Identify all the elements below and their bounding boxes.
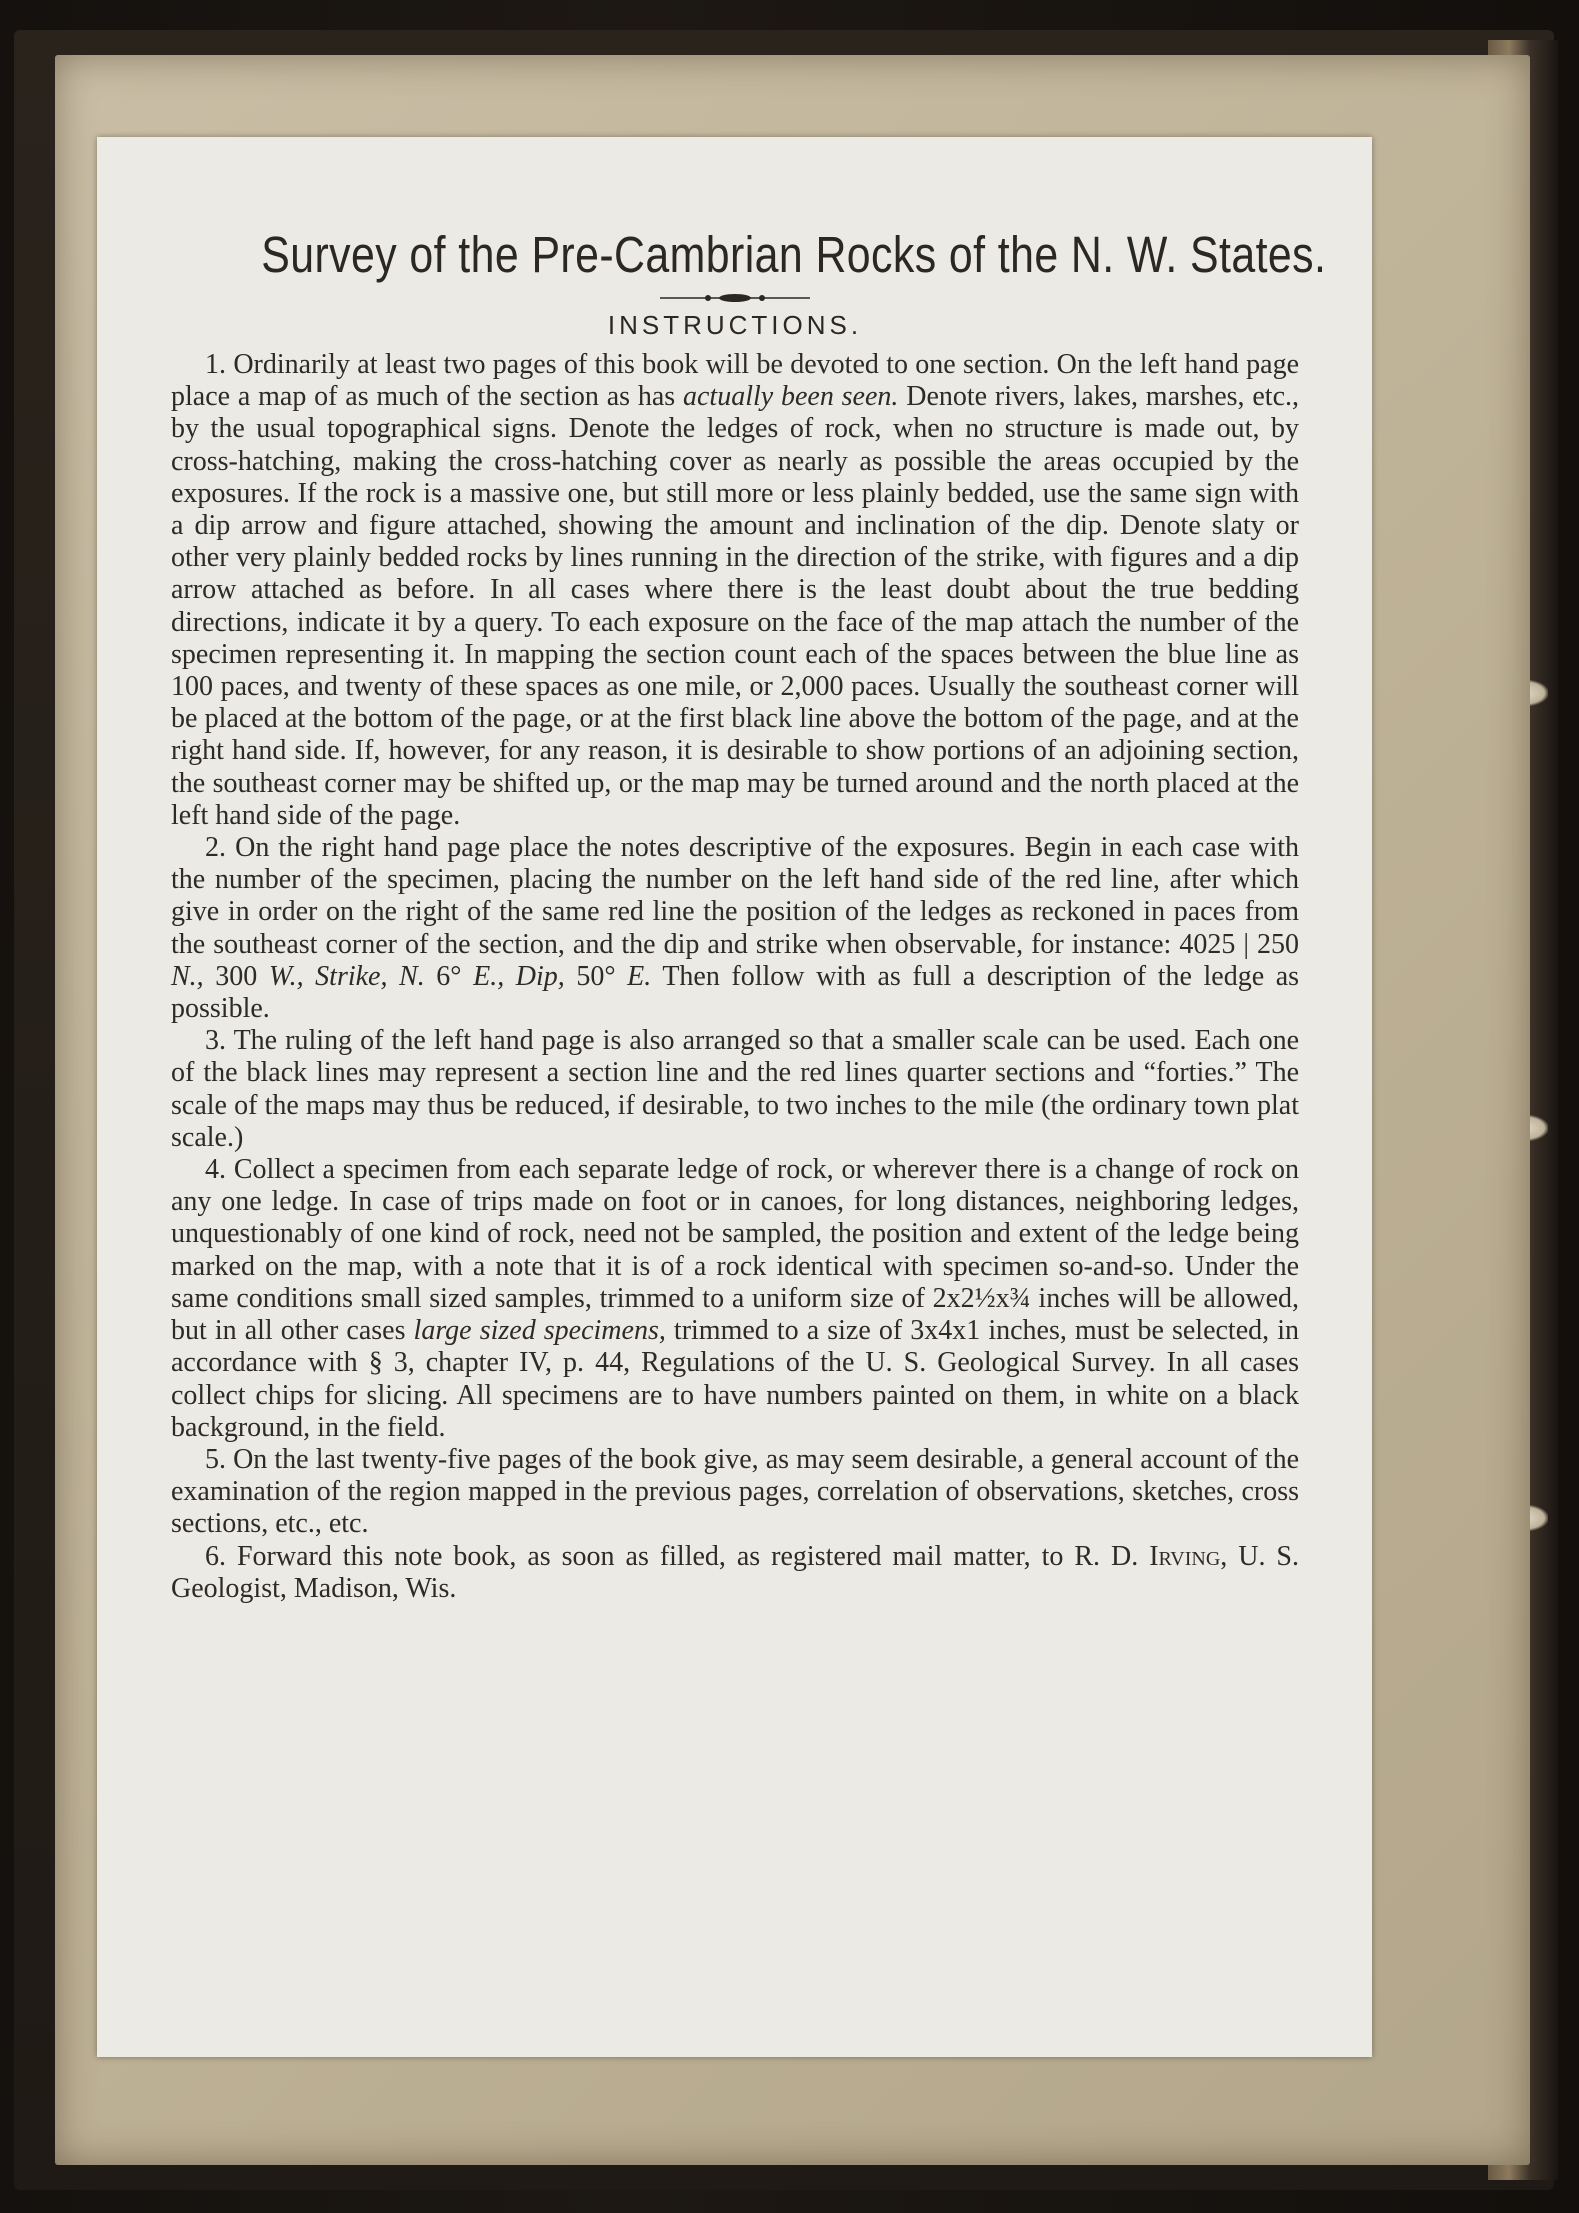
instructions-sheet [97,137,1372,2057]
text-run: 6° [424,960,474,992]
text-run: 3. The ruling of the left hand page is also arranged so that a smaller scale can be used. Each one of the black lines may represent a section line and the red lines quarter sections and “forties.” The scale of the maps may thus be reduced, if desirable, to two inches to the mile (the ordinary town plat scale.) [171,1025,1299,1153]
instruction-paragraph-6 [171,1541,1299,1605]
text-run: 300 [203,960,269,992]
text-run: 50° [564,960,628,992]
small-caps-name: Irving [1149,1540,1221,1572]
text-run: 1. Ordinarily at least two pages of this book will be devoted to one section. On the left hand page place a map of as much of the section as has [171,349,1299,413]
text-run: 5. On the last twenty-five pages of the book give, as may seem desirable, a general account of the examination of the region mapped in the previous pages, correlation of observations, sketches, cross sections, etc., etc. [171,1443,1299,1540]
ornament-rule-icon [660,292,810,304]
text-run: 2. On the right hand page place the notes descriptive of the exposures. Begin in each case with the number of the specimen, placing the number on the left hand side of the red line, after which give in order on the right of the same red line the position of the ledges as reckoned in paces from the southeast corner of the section, and the dip and strike when observable, for instance: 4025 | 250 [171,832,1299,960]
sheet-content [171,225,1327,1605]
text-run: trimmed to a size of 3x4x1 inches, must be selected, in accordance with § 3, chapter IV, p. 44, Regulations of the U. S. Geological Survey. In all cases collect chips for slicing. All specimens are to have numbers painted on them, in white on a black background, in the field. [171,1315,1299,1443]
instructions-heading: INSTRUCTIONS. [607,310,863,340]
italic-text: E. [627,960,652,992]
italic-text: large sized specimens, [413,1315,666,1347]
italic-text: W., Strike, N. [268,960,425,992]
italic-text: N., [171,960,204,992]
page-title: Survey of the Pre-Cambrian Rocks of the N. W. States. [261,226,1327,283]
instruction-paragraph-3 [171,1025,1299,1154]
instruction-paragraph-4 [171,1154,1299,1444]
italic-text: E., Dip, [473,960,565,992]
instruction-paragraph-2 [171,832,1299,1025]
text-run: Denote rivers, lakes, marshes, etc., by the usual topographical signs. Denote the ledges of rock, when no structure is made out, by cross-hatching, making the cross-hatching cover as nearly as possible the areas occupied by the exposures. If the rock is a massive one, but still more or less plainly bedded, use the same sign with a dip arrow and figure attached, showing the amount and inclination of the dip. Denote slaty or other very plainly bedded rocks by lines running in the direction of the strike, with figures and a dip arrow attached as before. In all cases where there is the least doubt about the true bedding directions, indicate it by a query. To each exposure on the face of the map attach the number of the specimen representing it. In mapping the section count each of the spaces between the blue line as 100 paces, and twenty of these spaces as one mile, or 2,000 paces. Usually the southeast corner will be placed at the bottom of the page, or at the first black line above the bottom of the page, and at the right hand side. If, however, for any reason, it is desirable to show portions of an adjoining section, the southeast corner may be shifted up, or the map may be turned around and the north placed at the left hand side of the page. [171,381,1300,831]
italic-text: actually been seen. [682,381,899,413]
instruction-paragraph-5 [171,1444,1299,1541]
text-run: 6. Forward this note book, as soon as filled, as registered mail matter, to R. D. [205,1540,1150,1572]
text-run: 4. Collect a specimen from each separate ledge of rock, or wherever there is a change of rock on any one ledge. In case of trips made on foot or in canoes, for long distances, neighboring ledges, unquestionably of one kind of rock, need not be sampled, the position and extent of the ledge being marked on the map, with a note that it is of a rock identical with specimen so-and-so. Under the same conditions small sized samples, trimmed to a uniform size of 2x2½x¾ inches will be allowed, but in all other cases [171,1154,1299,1347]
text-run: , U. S. Geologist, Madison, Wis. [171,1540,1299,1604]
instruction-paragraph-1 [171,349,1299,832]
text-run: Then follow with as full a description of the ledge as possible. [171,960,1300,1025]
instructions-list [171,349,1299,1605]
